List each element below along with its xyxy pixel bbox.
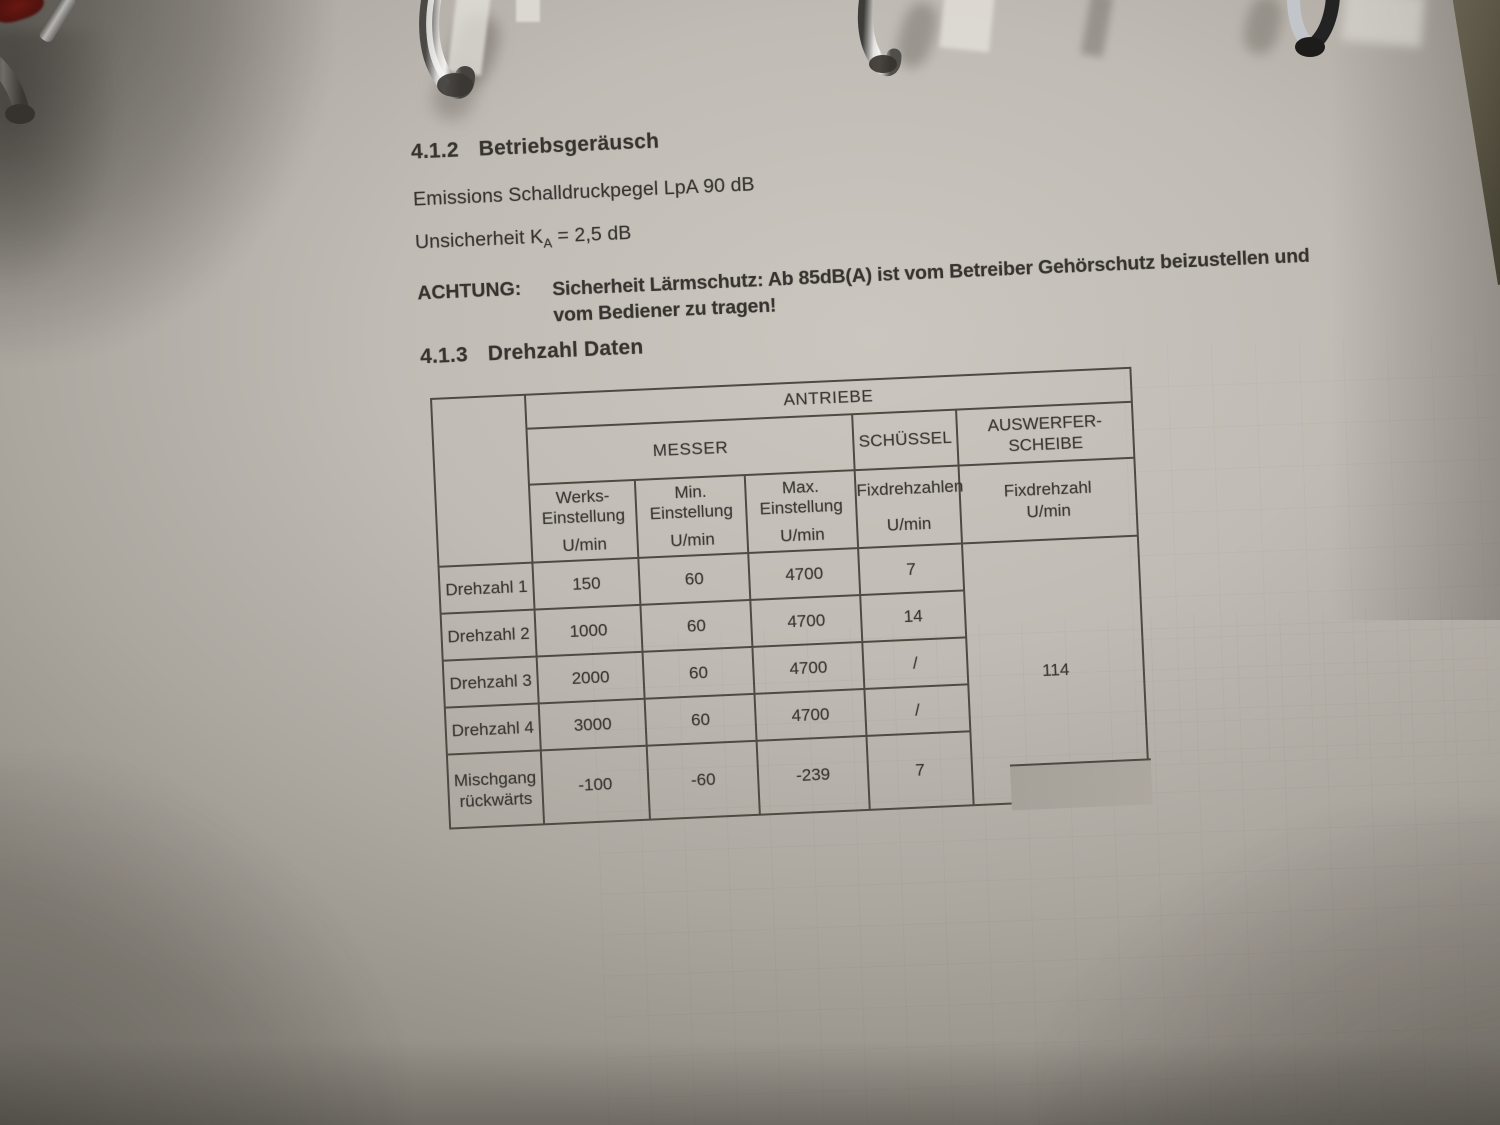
- uncertainty-suffix: = 2,5 dB: [551, 221, 632, 248]
- cell-fix: 7: [866, 731, 973, 810]
- uncertainty-subscript: A: [543, 235, 553, 251]
- cell-max: 4700: [750, 595, 862, 647]
- subheader-unit: U/min: [886, 513, 932, 535]
- emission-line: Emissions Schalldruckpegel LpA 90 dB: [412, 173, 756, 211]
- subheader-unit: U/min: [669, 528, 716, 550]
- cell-min: 60: [645, 694, 757, 746]
- uncertainty-prefix: Unsicherheit K: [414, 225, 544, 254]
- warning-block: [417, 243, 1311, 335]
- warning-text: [552, 243, 1312, 329]
- cell-werks: 3000: [539, 699, 647, 751]
- auswerfer-line2: SCHEIBE: [1007, 433, 1084, 456]
- binder-ring-icon: [848, 0, 928, 90]
- subheader-min: [635, 475, 748, 558]
- header-messer: MESSER: [526, 414, 854, 484]
- binder-ring-icon: [405, 0, 515, 115]
- auswerfer-line1: AUSWERFER-: [987, 410, 1103, 435]
- row-label: Mischgang rückwärts: [447, 750, 544, 828]
- warning-label: ACHTUNG:: [416, 277, 522, 305]
- cell-fix: 14: [860, 590, 966, 642]
- cell-min: 60: [640, 600, 752, 652]
- cell-werks: -100: [541, 746, 650, 825]
- cell-max: 4700: [748, 548, 860, 600]
- row-label: Drehzahl 4: [445, 703, 541, 754]
- subheader-text: Min.: [673, 482, 707, 503]
- warning-line-2: vom Bediener zu tragen!: [552, 294, 777, 327]
- header-schuessel: SCHÜSSEL: [852, 410, 958, 471]
- table-corner-cell: [431, 395, 532, 567]
- cell-max: -239: [757, 736, 870, 815]
- auswerfer-block-bottom-step: [1010, 758, 1153, 810]
- section-title: Betriebsgeräusch: [478, 129, 660, 161]
- row-label: Drehzahl 3: [443, 657, 539, 708]
- cell-min: -60: [647, 741, 760, 820]
- binder-ring-icon: [0, 48, 64, 138]
- header-auswerferscheibe: [956, 402, 1134, 466]
- subheader-fixdrehzahlen: [855, 466, 962, 549]
- cell-fix: /: [864, 684, 970, 736]
- row-label: Drehzahl 2: [441, 610, 537, 661]
- binder-ring-icon: [1278, 0, 1358, 67]
- cell-min: 60: [643, 647, 755, 699]
- cell-max: 4700: [754, 689, 866, 741]
- cell-max: 4700: [752, 642, 864, 694]
- paper-reflection: [939, 0, 995, 52]
- drehzahl-table: [430, 367, 1151, 830]
- subheader-text: Einstellung: [759, 496, 844, 519]
- section-title: Drehzahl Daten: [487, 335, 644, 366]
- subheader-text: Einstellung: [649, 501, 734, 524]
- subheader-unit: U/min: [562, 533, 608, 555]
- cell-werks: 150: [532, 558, 640, 610]
- subheader-text: Einstellung: [541, 505, 626, 529]
- subheader-fixdrehzahl-auswerfer: [959, 458, 1138, 544]
- cell-fix: /: [862, 637, 968, 689]
- warning-line-1: Sicherheit Lärmschutz: Ab 85dB(A) ist vom Betreiber Gehörschutz beizustellen und: [551, 244, 1311, 301]
- uncertainty-line: [415, 222, 632, 256]
- subheader-max: [745, 470, 858, 553]
- cell-min: 60: [638, 553, 750, 605]
- cell-werks: 2000: [537, 652, 645, 704]
- section-heading-412: [411, 130, 660, 165]
- subheader-text: Werks-: [555, 486, 610, 508]
- subheader-unit: U/min: [1026, 500, 1072, 522]
- paper-reflection: [516, 0, 540, 22]
- cell-auswerfer-value: 114: [962, 536, 1150, 806]
- section-heading-413: [420, 335, 644, 369]
- subheader-text: Fixdrehzahl: [1003, 477, 1092, 501]
- section-number: 4.1.2: [410, 138, 460, 164]
- section-number: 4.1.3: [419, 343, 469, 369]
- subheader-unit: U/min: [779, 524, 826, 546]
- subheader-text: Max.: [781, 477, 820, 498]
- row-label: Drehzahl 1: [439, 563, 535, 614]
- header-antriebe: ANTRIEBE: [525, 368, 1132, 429]
- cell-werks: 1000: [535, 605, 643, 657]
- cell-fix: 7: [858, 543, 964, 595]
- subheader-text: Fixdrehzahlen: [856, 476, 964, 501]
- subheader-werks: [529, 480, 638, 563]
